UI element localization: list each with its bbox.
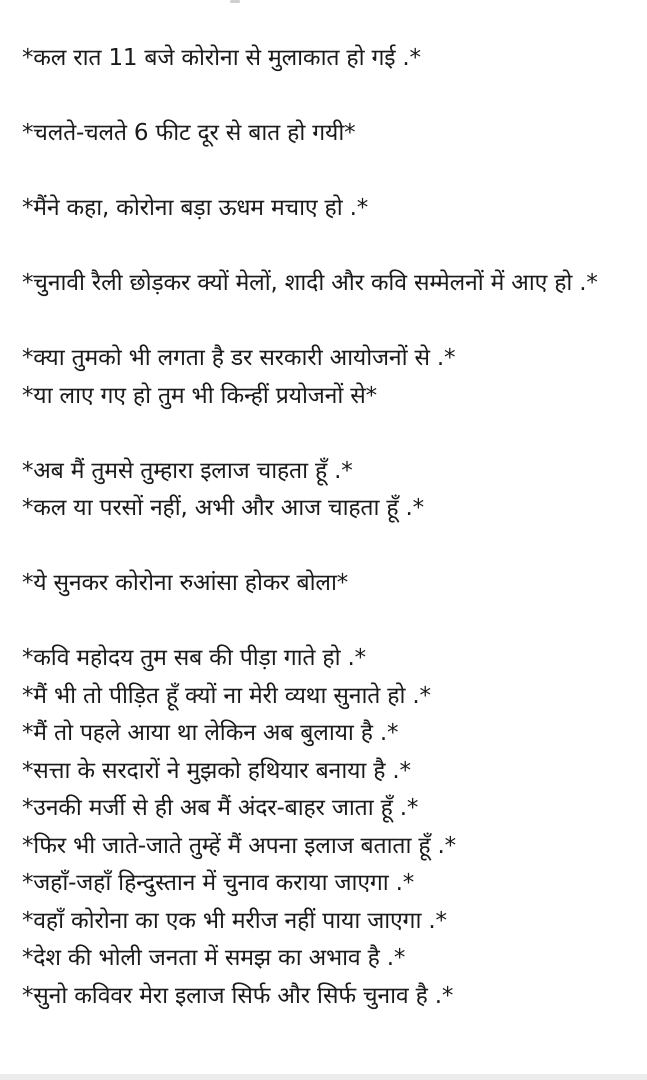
stanza bbox=[22, 565, 632, 603]
poem-document bbox=[22, 40, 632, 1015]
stanza-gap bbox=[22, 303, 632, 341]
stanza-gap bbox=[22, 528, 632, 566]
stanza-gap bbox=[22, 153, 632, 191]
poem-line: *सुनो कविवर मेरा इलाज सिर्फ और सिर्फ चुनाव है .* bbox=[22, 982, 454, 1009]
poem-line: *क्या तुमको भी लगता है डर सरकारी आयोजनों से .* bbox=[22, 345, 456, 371]
poem-line: *या लाए गए हो तुम भी किन्हीं प्रयोजनों से* bbox=[22, 382, 377, 409]
stanza bbox=[22, 453, 632, 528]
poem-line: *कल या परसों नहीं, अभी और आज चाहता हूँ .* bbox=[22, 495, 424, 521]
top-scroll-mark bbox=[230, 0, 240, 3]
stanza-gap bbox=[22, 415, 632, 453]
stanza bbox=[22, 40, 632, 78]
poem-line: *सत्ता के सरदारों ने मुझको हथियार बनाया है .* bbox=[22, 757, 411, 784]
poem-line: *मैं भी तो पीड़ित हूँ क्यों ना मेरी व्यथा सुनाते हो .* bbox=[22, 682, 431, 709]
stanza-gap bbox=[22, 78, 632, 116]
poem-line: *वहाँ कोरोना का एक भी मरीज नहीं पाया जाएगा .* bbox=[22, 907, 447, 934]
poem-line: *अब मैं तुमसे तुम्हारा इलाज चाहता हूँ .* bbox=[22, 457, 353, 484]
poem-line: *मैं तो पहले आया था लेकिन अब बुलाया है .* bbox=[22, 720, 399, 746]
poem-line: *कवि महोदय तुम सब की पीड़ा गाते हो .* bbox=[22, 645, 366, 671]
bottom-divider bbox=[0, 1074, 647, 1080]
poem-line: *ये सुनकर कोरोना रुआंसा होकर बोला* bbox=[22, 570, 349, 596]
poem-line: *जहाँ-जहाँ हिन्दुस्तान में चुनाव कराया जाएगा .* bbox=[22, 870, 415, 896]
stanza bbox=[22, 190, 632, 228]
poem-line: *चलते-चलते 6 फीट दूर से बात हो गयी* bbox=[22, 120, 356, 146]
poem-line: *फिर भी जाते-जाते तुम्हें मैं अपना इलाज बताता हूँ .* bbox=[22, 832, 456, 859]
poem-line: *देश की भोली जनता में समझ का अभाव है .* bbox=[22, 945, 406, 971]
stanza bbox=[22, 640, 632, 1015]
stanza-gap bbox=[22, 228, 632, 266]
stanza-gap bbox=[22, 603, 632, 641]
stanza bbox=[22, 340, 632, 415]
stanza bbox=[22, 115, 632, 153]
poem-line: *कल रात 11 बजे कोरोना से मुलाकात हो गई .* bbox=[22, 45, 421, 71]
poem-line: *मैंने कहा, कोरोना बड़ा ऊधम मचाए हो .* bbox=[22, 195, 369, 221]
poem-line: *चुनावी रैली छोड़कर क्यों मेलों, शादी और कवि सम्मेलनों में आए हो .* bbox=[22, 270, 598, 296]
poem-line: *उनकी मर्जी से ही अब मैं अंदर-बाहर जाता हूँ .* bbox=[22, 795, 419, 821]
stanza bbox=[22, 265, 632, 303]
